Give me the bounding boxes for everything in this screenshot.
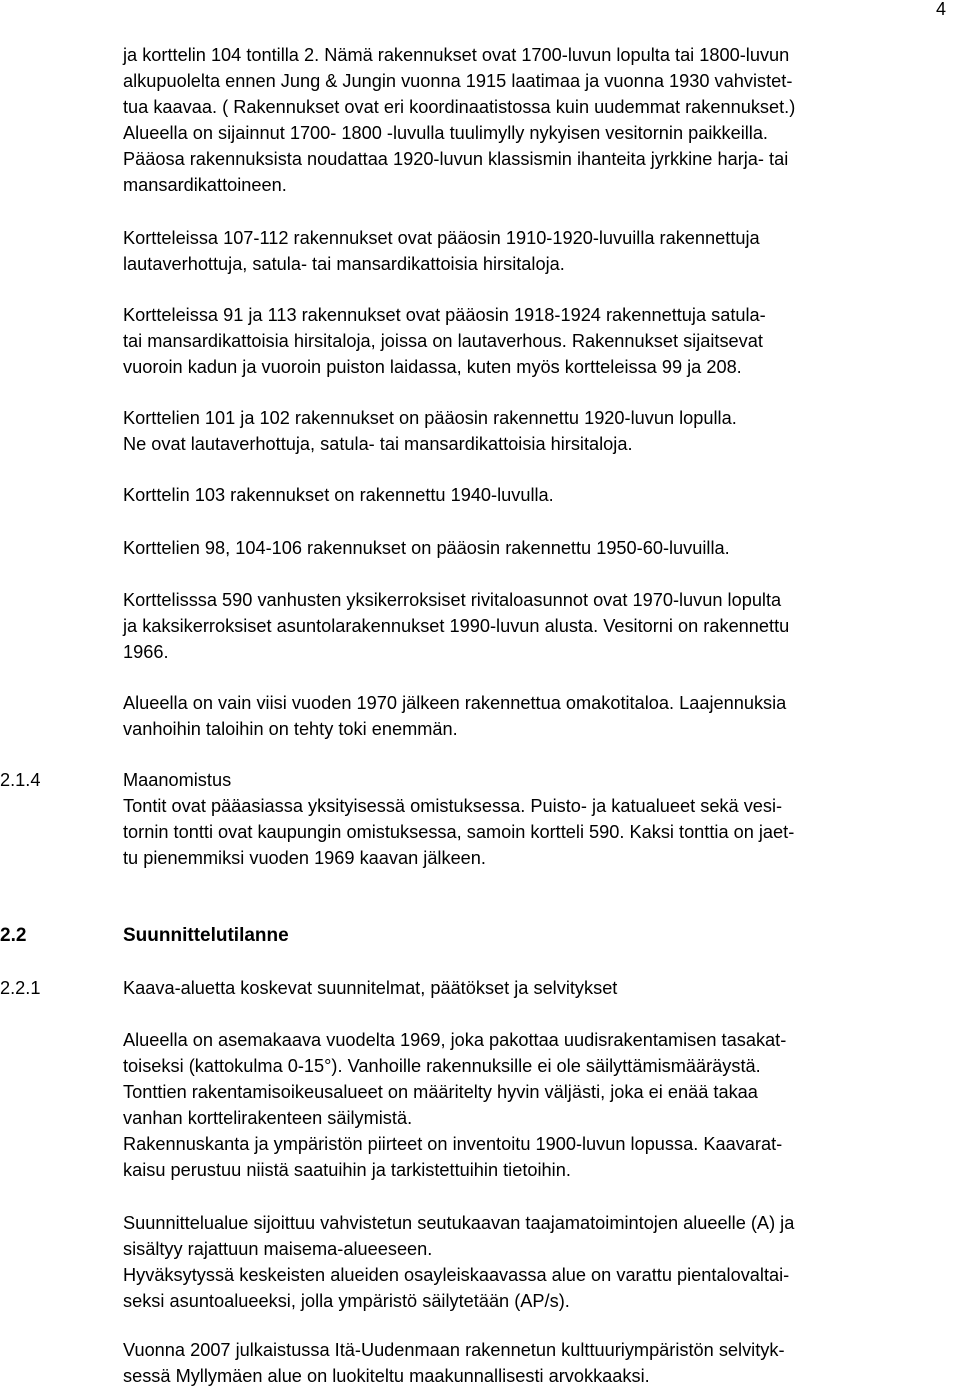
paragraph-2-2-1-b bbox=[123, 1210, 953, 1314]
paragraph-2-2-1-c bbox=[123, 1337, 953, 1389]
text-line: toiseksi (kattokulma 0-15°). Vanhoille rakennuksille ei ole säilyttämismääräystä. bbox=[123, 1056, 761, 1076]
text-line: ja kaksikerroksiset asuntolarakennukset 1990-luvun alusta. Vesitorni on rakennettu bbox=[123, 616, 790, 636]
text-line: Kortteleissa 107-112 rakennukset ovat pääosin 1910-1920-luvuilla rakennettuja bbox=[123, 228, 760, 248]
text-line: Korttelisssa 590 vanhusten yksikerroksiset rivitaloasunnot ovat 1970-luvun lopulta bbox=[123, 590, 782, 610]
text-line: Alueella on sijainnut 1700- 1800 -luvulla tuulimylly nykyisen vesitornin paikkeilla. bbox=[123, 123, 768, 143]
text-line: Rakennuskanta ja ympäristön piirteet on inventoitu 1900-luvun lopussa. Kaavarat- bbox=[123, 1134, 783, 1154]
text-line: tai mansardikattoisia hirsitaloja, joissa on lautaverhous. Rakennukset sijaitsevat bbox=[123, 331, 763, 351]
text-line: Vuonna 2007 julkaistussa Itä-Uudenmaan rakennetun kulttuuriympäristön selvityk- bbox=[123, 1340, 785, 1360]
paragraph-8 bbox=[123, 690, 953, 742]
paragraph-7 bbox=[123, 587, 953, 665]
text-line: tua kaavaa. ( Rakennukset ovat eri koordinaatistossa kuin uudemmat rakennukset.) bbox=[123, 97, 796, 117]
text-line: Alueella on vain viisi vuoden 1970 jälkeen rakennettua omakotitaloa. Laajennuksia bbox=[123, 693, 787, 713]
section-heading-2-2: Suunnittelutilanne bbox=[123, 925, 289, 946]
text-line: Korttelien 98, 104-106 rakennukset on pääosin rakennettu 1950-60-luvuilla. bbox=[123, 538, 730, 558]
text-line: Suunnittelualue sijoittuu vahvistetun seutukaavan taajamatoimintojen alueelle (A) ja bbox=[123, 1213, 795, 1233]
text-line: Korttelien 101 ja 102 rakennukset on pääosin rakennettu 1920-luvun lopulla. bbox=[123, 408, 737, 428]
section-title: Maanomistus bbox=[123, 770, 232, 790]
text-line: sisältyy rajattuun maisema-alueeseen. bbox=[123, 1239, 433, 1259]
text-line: ja korttelin 104 tontilla 2. Nämä rakennukset ovat 1700-luvun lopulta tai 1800-luvun bbox=[123, 45, 790, 65]
text-line: kaisu perustuu niistä saatuihin ja tarkistettuihin tietoihin. bbox=[123, 1160, 571, 1180]
text-line: lautaverhottuja, satula- tai mansardikattoisia hirsitaloja. bbox=[123, 254, 565, 274]
text-line: tornin tontti ovat kaupungin omistuksessa, samoin kortteli 590. Kaksi tonttia on jaet- bbox=[123, 822, 795, 842]
text-line: Hyväksytyssä keskeisten alueiden osayleiskaavassa alue on varattu pientalovaltai- bbox=[123, 1265, 790, 1285]
text-line: Pääosa rakennuksista noudattaa 1920-luvun klassismin ihanteita jyrkkine harja- tai bbox=[123, 149, 789, 169]
paragraph-5 bbox=[123, 482, 953, 508]
text-line: Tontit ovat pääasiassa yksityisessä omistuksessa. Puisto- ja katualueet sekä vesi- bbox=[123, 796, 783, 816]
paragraph-2 bbox=[123, 225, 953, 277]
paragraph-6 bbox=[123, 535, 953, 561]
text-line: Alueella on asemakaava vuodelta 1969, joka pakottaa uudisrakentamisen tasakat- bbox=[123, 1030, 787, 1050]
paragraph-4 bbox=[123, 405, 953, 457]
text-line: 1966. bbox=[123, 642, 169, 662]
page-number: 4 bbox=[936, 0, 947, 19]
text-line: seksi asuntoalueeksi, jolla ympäristö säilytetään (AP/s). bbox=[123, 1291, 570, 1311]
text-line: tu pienemmiksi vuoden 1969 kaavan jälkeen. bbox=[123, 848, 486, 868]
paragraph-1 bbox=[123, 42, 953, 198]
section-title-2-2-1: Kaava-aluetta koskevat suunnitelmat, päätökset ja selvitykset bbox=[123, 978, 618, 998]
section-number-2-2: 2.2 bbox=[0, 925, 27, 946]
text-line: alkupuolelta ennen Jung & Jungin vuonna 1915 laatimaa ja vuonna 1930 vahvistet- bbox=[123, 71, 793, 91]
paragraph-3 bbox=[123, 302, 953, 380]
text-line: vanhan korttelirakenteen säilymistä. bbox=[123, 1108, 413, 1128]
text-line: Tonttien rakentamisoikeusalueet on määritelty hyvin väljästi, joka ei enää takaa bbox=[123, 1082, 758, 1102]
text-line: vuoroin kadun ja vuoroin puiston laidassa, kuten myös kortteleissa 99 ja 208. bbox=[123, 357, 742, 377]
section-2-1-4 bbox=[123, 767, 953, 871]
paragraph-2-2-1-a bbox=[123, 1027, 953, 1183]
text-line: vanhoihin taloihin on tehty toki enemmän. bbox=[123, 719, 458, 739]
text-line: sessä Myllymäen alue on luokiteltu maakunnallisesti arvokkaaksi. bbox=[123, 1366, 650, 1386]
section-number-2-2-1: 2.2.1 bbox=[0, 978, 41, 998]
text-line: Korttelin 103 rakennukset on rakennettu 1940-luvulla. bbox=[123, 485, 554, 505]
text-line: Ne ovat lautaverhottuja, satula- tai mansardikattoisia hirsitaloja. bbox=[123, 434, 633, 454]
text-line: Kortteleissa 91 ja 113 rakennukset ovat pääosin 1918-1924 rakennettuja satula- bbox=[123, 305, 766, 325]
text-line: mansardikattoineen. bbox=[123, 175, 287, 195]
section-number-2-1-4: 2.1.4 bbox=[0, 770, 41, 790]
